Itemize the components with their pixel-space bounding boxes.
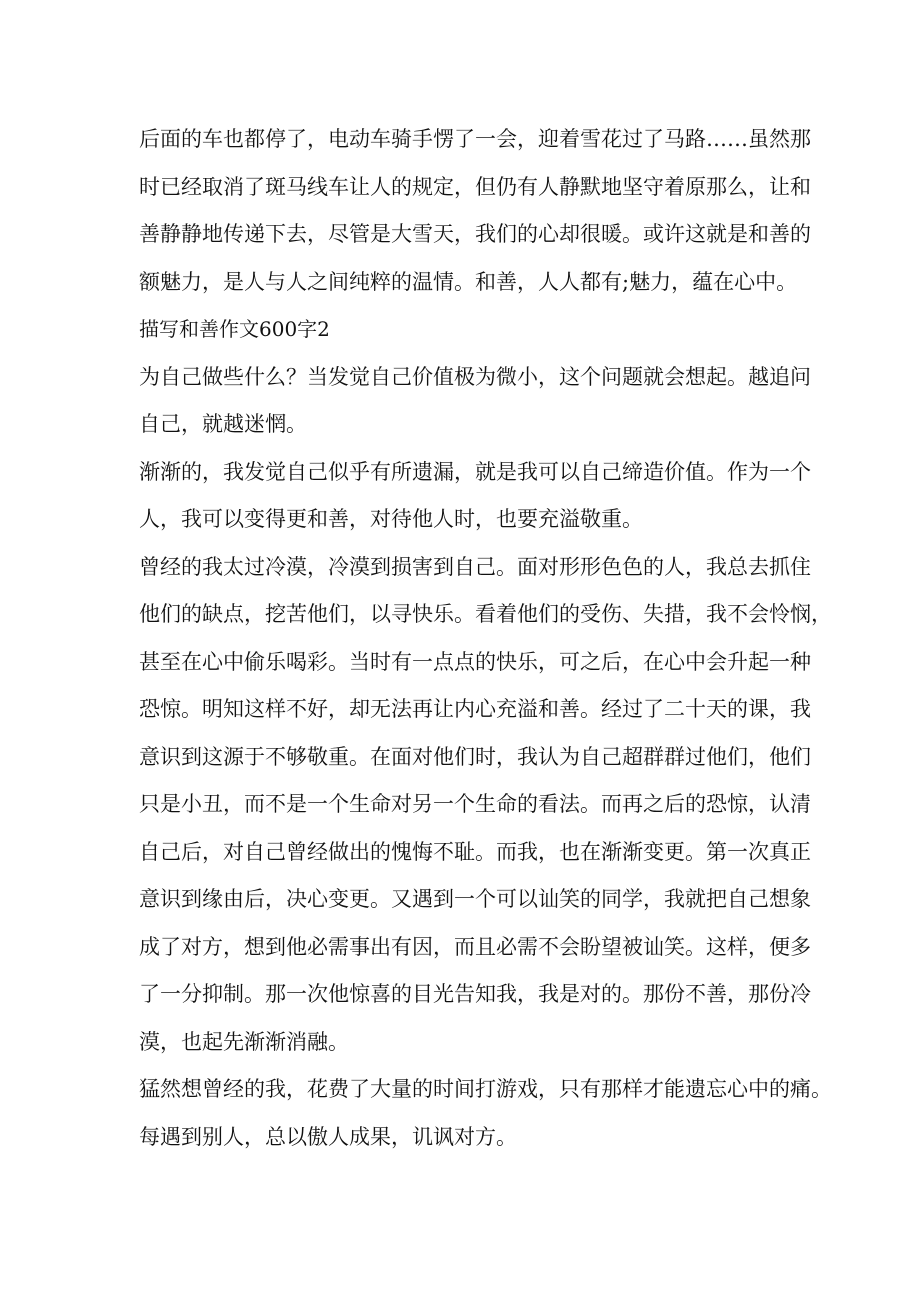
- text-line-10: 曾经的我太过冷漠，冷漠到损害到自己。面对形形色色的人，我总去抓住: [139, 554, 811, 579]
- text-line-13: 恐惊。明知这样不好，却无法再让内心充溢和善。经过了二十天的课，我: [139, 697, 811, 721]
- text-line-14: 意识到这源于不够敬重。在面对他们时，我认为自己超群群过他们，他们: [139, 744, 811, 769]
- text-line-18: 成了对方，想到他必需事出有因，而且必需不会盼望被讪笑。这样，便多: [139, 934, 811, 959]
- text-line-3: 善静静地传递下去，尽管是大雪天，我们的心却很暖。或许这就是和善的: [139, 222, 811, 246]
- text-line-22: 每遇到别人，总以傲人成果，讥讽对方。: [139, 1124, 517, 1149]
- text-line-19: 了一分抑制。那一次他惊喜的目光告知我，我是对的。那份不善，那份冷: [139, 982, 811, 1006]
- section-heading: 描写和善作文600字2: [139, 317, 330, 341]
- text-line-4: 额魅力，是人与人之间纯粹的温情。和善，人人都有;魅力，蕴在心中。: [139, 269, 798, 294]
- text-line-15: 只是小丑，而不是一个生命对另一个生命的看法。而再之后的恐惊，认清: [139, 792, 811, 816]
- document-body: [139, 116, 832, 1161]
- text-line-2: 时已经取消了斑马线车让人的规定，但仍有人静默地坚守着原那么，让和: [139, 174, 811, 199]
- text-line-21: 猛然想曾经的我，花费了大量的时间打游戏，只有那样才能遗忘心中的痛。: [139, 1077, 832, 1101]
- text-line-9: 人，我可以变得更和善，对待他人时，也要充溢敬重。: [139, 507, 643, 531]
- text-line-7: 自己，就越迷惘。: [139, 412, 307, 436]
- text-line-8: 渐渐的，我发觉自己似乎有所遗漏，就是我可以自己缔造价值。作为一个: [139, 459, 811, 484]
- text-line-16: 自己后，对自己曾经做出的愧悔不耻。而我，也在渐渐变更。第一次真正: [139, 839, 811, 864]
- text-line-11: 他们的缺点，挖苦他们，以寻快乐。看着他们的受伤、失措，我不会怜悯，: [139, 602, 832, 626]
- text-line-17: 意识到缘由后，决心变更。又遇到一个可以讪笑的同学，我就把自己想象: [139, 887, 811, 911]
- text-line-12: 甚至在心中偷乐喝彩。当时有一点点的快乐，可之后，在心中会升起一种: [139, 649, 811, 674]
- text-line-20: 漠，也起先渐渐消融。: [139, 1029, 349, 1054]
- text-line-6: 为自己做些什么？当发觉自己价值极为微小，这个问题就会想起。越追问: [139, 364, 811, 389]
- text-line-1: 后面的车也都停了，电动车骑手愣了一会，迎着雪花过了马路……虽然那: [139, 127, 811, 151]
